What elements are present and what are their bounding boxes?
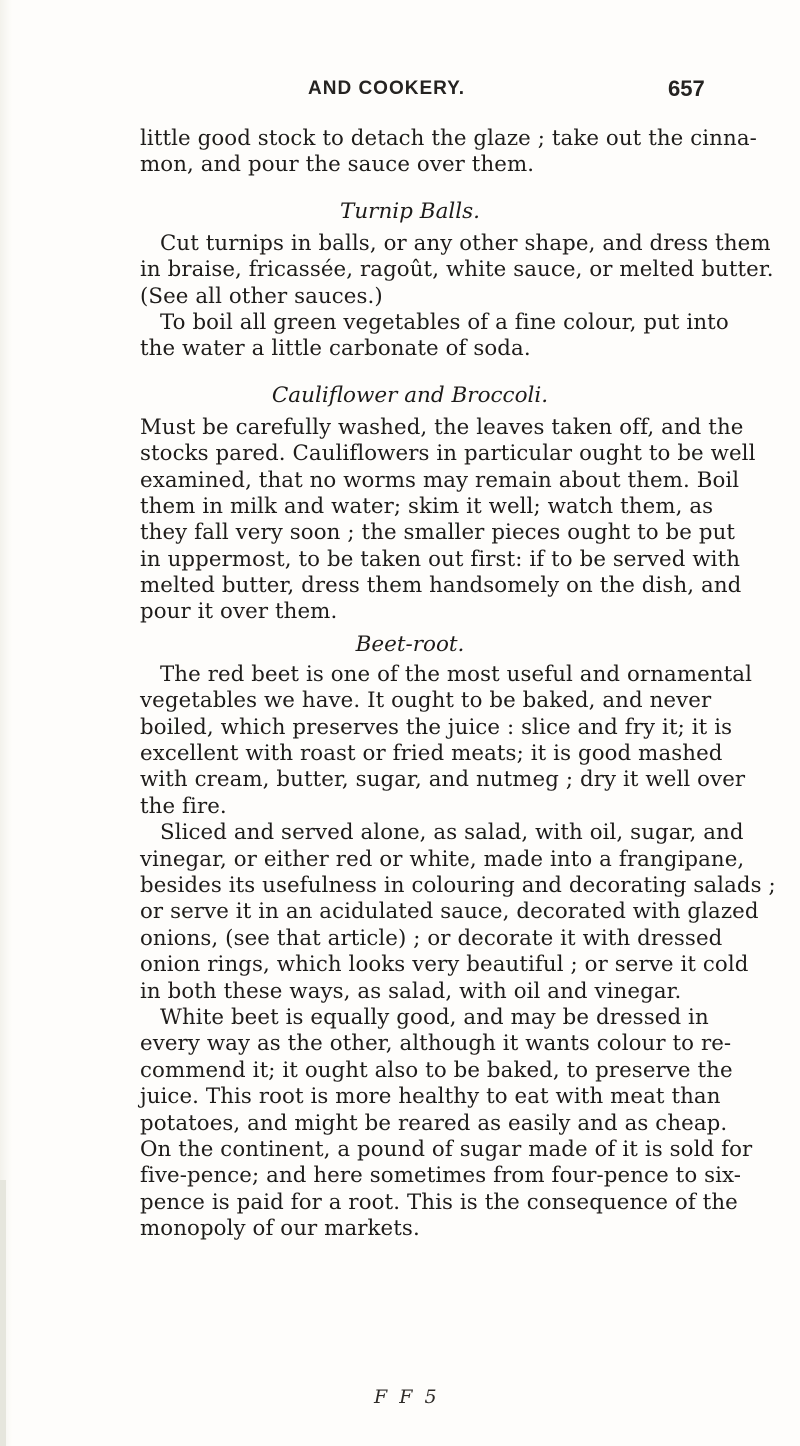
text-line: in braise, fricassée, ragoût, white sauce, or melted butter. (140, 257, 774, 283)
text-line: stocks pared. Cauliflowers in particular ought to be well (140, 441, 756, 467)
text-line: with cream, butter, sugar, and nutmeg ; dry it well over (140, 767, 746, 793)
text-line: in both these ways, as salad, with oil and vinegar. (140, 978, 682, 1004)
beet-root-section (140, 661, 776, 1243)
text-line: boiled, which preserves the juice : slice and fry it; it is (140, 714, 733, 740)
text-line: vinegar, or either red or white, made into a frangipane, (140, 846, 745, 872)
text-line: juice. This root is more healthy to eat with meat than (140, 1084, 721, 1110)
cauliflower-section (140, 414, 756, 626)
text-line: Cut turnips in balls, or any other shape, and dress them (160, 230, 771, 256)
text-line: onions, (see that article) ; or decorate it with dressed (140, 925, 723, 951)
text-line: (See all other sauces.) (140, 283, 383, 309)
page-edge-mark (0, 1180, 6, 1446)
text-line: five-pence; and here sometimes from four-pence to six- (140, 1163, 742, 1189)
text-line: they fall very soon ; the smaller pieces ought to be put (140, 520, 736, 546)
text-line: Must be carefully washed, the leaves taken off, and the (140, 414, 744, 440)
text-line: every way as the other, although it wants colour to re- (140, 1031, 732, 1057)
text-line: or serve it in an acidulated sauce, decorated with glazed (140, 899, 759, 925)
signature-mark: F F 5 (374, 1386, 440, 1408)
running-head (0, 78, 800, 108)
text-line: the water a little carbonate of soda. (140, 336, 531, 362)
text-line: On the continent, a pound of sugar made of it is sold for (140, 1136, 753, 1162)
text-line: onion rings, which looks very beautiful ; or serve it cold (140, 952, 749, 978)
text-line: melted butter, dress them handsomely on the dish, and (140, 573, 742, 599)
text-line: pence is paid for a root. This is the consequence of the (140, 1189, 738, 1215)
text-line: commend it; it ought also to be baked, to preserve the (140, 1057, 733, 1083)
section-heading-cauliflower: Cauliflower and Broccoli. (271, 382, 549, 408)
text-line: the fire. (140, 793, 227, 819)
intro-paragraph (140, 126, 757, 179)
text-line: monopoly of our markets. (140, 1216, 420, 1242)
text-line: Sliced and served alone, as salad, with oil, sugar, and (160, 820, 744, 846)
text-line: besides its usefulness in colouring and decorating salads ; (140, 872, 776, 898)
running-head-title: AND COOKERY. (308, 78, 465, 99)
text-line: The red beet is one of the most useful and ornamental (160, 661, 753, 687)
text-line: excellent with roast or fried meats; it is good mashed (140, 741, 723, 767)
text-line: vegetables we have. It ought to be baked, and never (140, 688, 712, 714)
section-heading-beet-root: Beet-root. (355, 631, 465, 657)
text-line: potatoes, and might be reared as easily and as cheap. (140, 1110, 728, 1136)
body-text (140, 126, 776, 1242)
turnip-balls-section (140, 230, 774, 363)
text-line: little good stock to detach the glaze ; take out the cinna- (140, 126, 757, 151)
text-line: To boil all green vegetables of a fine colour, put into (160, 309, 729, 335)
page-number: 657 (668, 76, 705, 101)
text-line: mon, and pour the sauce over them. (140, 152, 535, 178)
text-line: them in milk and water; skim it well; watch them, as (140, 493, 714, 519)
text-line: White beet is equally good, and may be dressed in (160, 1004, 709, 1030)
text-line: in uppermost, to be taken out first: if to be served with (140, 546, 741, 572)
text-line: pour it over them. (140, 599, 338, 625)
section-heading-turnip-balls: Turnip Balls. (339, 198, 481, 224)
text-line: examined, that no worms may remain about them. Boil (140, 467, 740, 493)
